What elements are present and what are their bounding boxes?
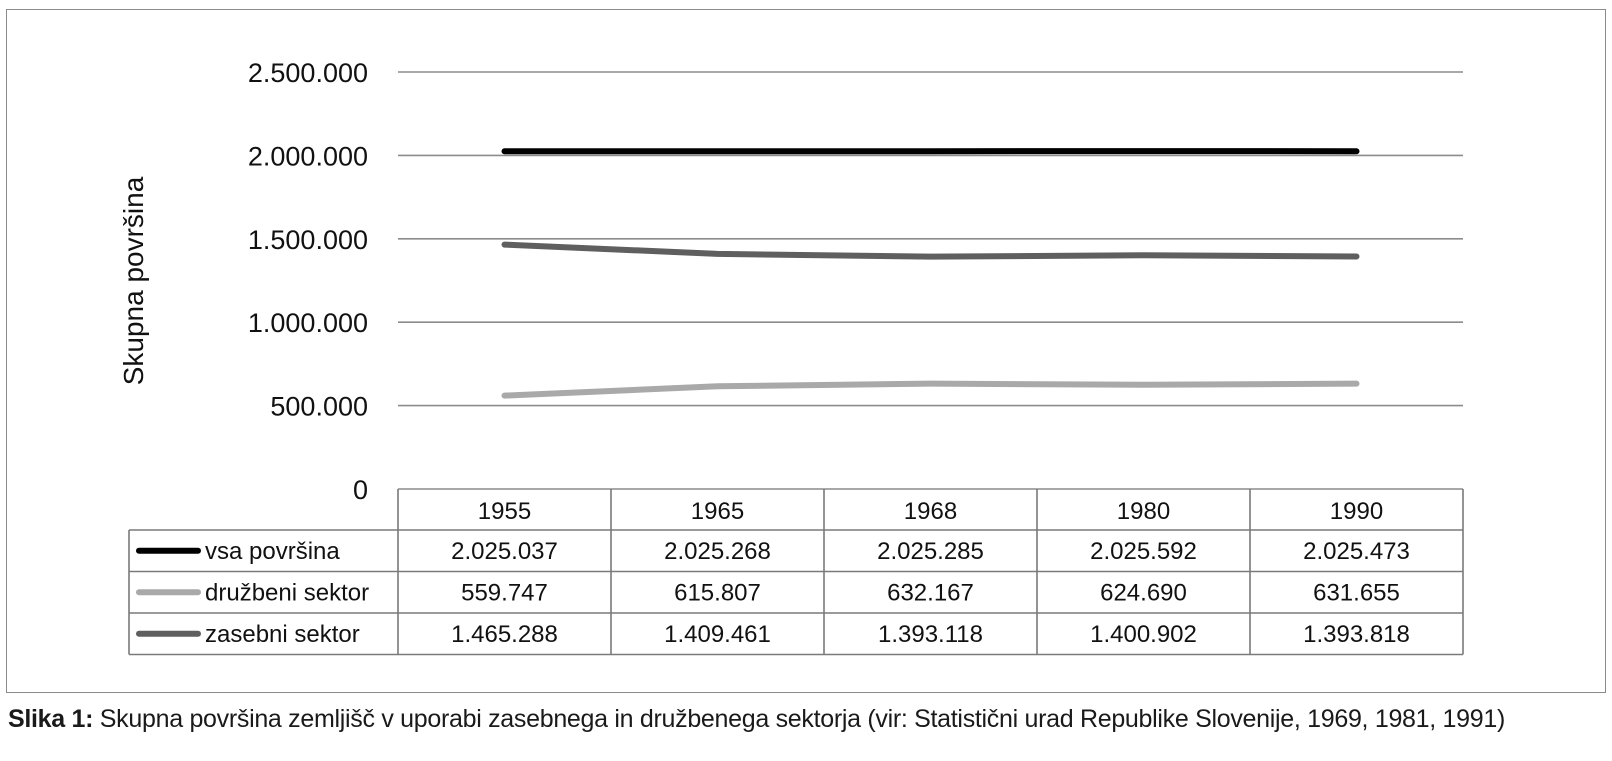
data-table-value: 1.393.818 (1303, 620, 1410, 648)
data-table-value: 632.167 (887, 579, 974, 607)
x-tick-label: 1990 (1329, 498, 1384, 525)
legend-label: vsa površina (205, 537, 340, 565)
series-line (505, 245, 1357, 257)
legend-label: zasebni sektor (205, 620, 360, 648)
y-tick-label: 1.000.000 (247, 308, 368, 339)
data-table-value: 2.025.285 (877, 537, 984, 565)
data-table-value: 1.400.902 (1090, 620, 1197, 648)
data-table-value: 2.025.592 (1090, 537, 1197, 565)
caption-text: Skupna površina zemljišč v uporabi zasebnega in družbenega sektorja (vir: Statistični urad Republike Slovenije, 1969, 1981, 1991) (93, 705, 1506, 733)
data-table-value: 615.807 (674, 579, 761, 607)
caption-label: Slika 1: (8, 705, 94, 733)
data-table-value: 2.025.037 (451, 537, 558, 565)
x-tick-label: 1965 (690, 498, 745, 525)
y-tick-label: 1.500.000 (247, 224, 368, 255)
data-table-value: 1.409.461 (664, 620, 771, 648)
series-line (505, 384, 1357, 396)
data-table-value: 2.025.473 (1303, 537, 1410, 565)
y-tick-label: 2.000.000 (247, 141, 368, 172)
x-tick-label: 1955 (477, 498, 532, 525)
data-table-value: 624.690 (1100, 579, 1187, 607)
data-table-value: 2.025.268 (664, 537, 771, 565)
data-table-value: 1.393.118 (878, 620, 983, 648)
data-table-value: 1.465.288 (451, 620, 558, 648)
figure-caption (8, 705, 1505, 734)
data-table-value: 631.655 (1313, 579, 1400, 607)
legend-label: družbeni sektor (205, 579, 370, 607)
y-tick-label: 2.500.000 (247, 58, 368, 88)
x-tick-label: 1980 (1116, 498, 1171, 525)
y-axis-label: Skupna površina (118, 176, 149, 386)
y-tick-label: 500.000 (270, 391, 368, 422)
y-tick-label: 0 (352, 475, 368, 505)
data-table-value: 559.747 (461, 579, 548, 607)
x-tick-label: 1968 (903, 498, 958, 525)
